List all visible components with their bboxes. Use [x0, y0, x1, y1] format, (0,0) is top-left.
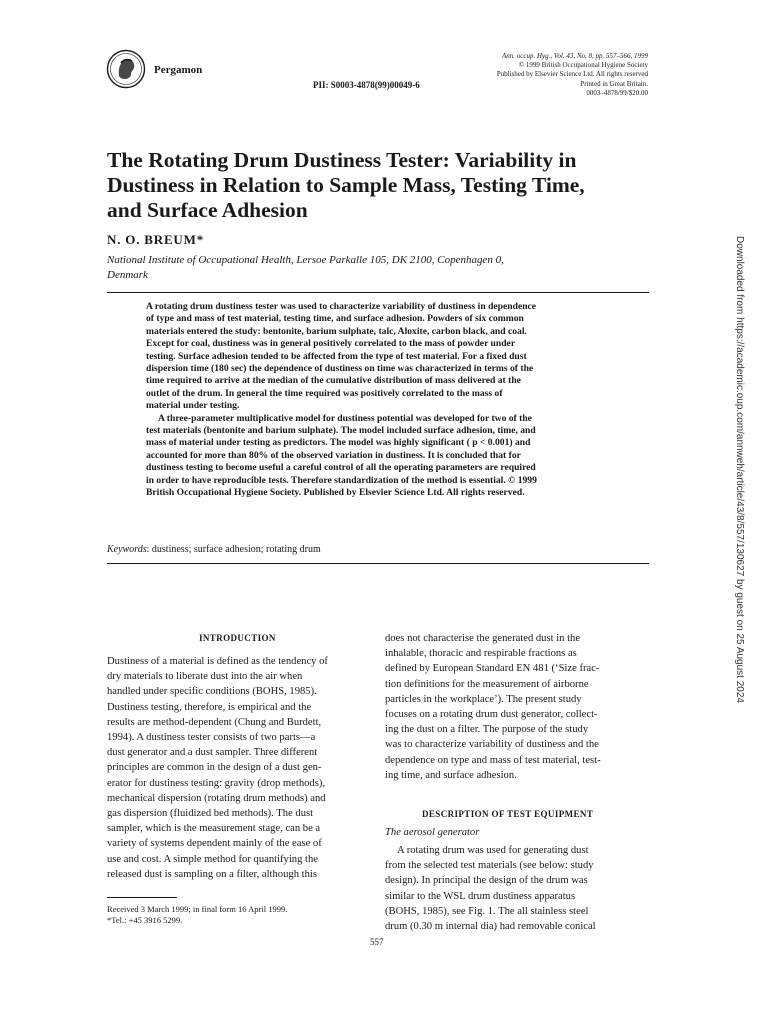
abstract-bottom-rule [107, 563, 649, 564]
title-line: The Rotating Drum Dustiness Tester: Variability in [107, 148, 577, 172]
introduction-heading: INTRODUCTION [199, 633, 276, 643]
aerosol-generator-text [385, 843, 596, 934]
abstract-line: test materials (bentonite and barium sulphate). The model included surface adhesion, time, and [146, 425, 536, 437]
footnote-rule [107, 897, 177, 898]
abstract-line: dispersion time (180 sec) the dependence of dustiness on time was characterized in terms of the [146, 363, 534, 375]
journal-citation [497, 52, 648, 98]
body-line: drum (0.30 m internal dia) had removable conical [385, 921, 596, 933]
body-line: does not characterise the generated dust in the [385, 633, 581, 644]
footnote-received: Received 3 March 1999; in final form 16 April 1999. [107, 904, 288, 914]
abstract-line: testing. Surface adhesion tended to be affected from the type of test material. For a fixed dust [146, 350, 527, 362]
body-line: ing time, and surface adhesion. [385, 769, 517, 781]
footnote-telephone: *Tel.: +45 3916 5299. [107, 915, 183, 925]
journal-line: Ann. occup. Hyg., Vol. 43, No. 8, pp. 557–566, 1999 [501, 52, 648, 60]
keywords [107, 544, 321, 555]
affiliation-line: Denmark [107, 269, 148, 281]
body-line: (BOHS, 1985), see Fig. 1. The all stainless steel [385, 905, 589, 917]
body-line: gas dispersion (fluidized bed methods). The dust [107, 808, 314, 820]
body-line: ing the dust on a filter. The purpose of the study [385, 724, 589, 736]
title-line: and Surface Adhesion [107, 198, 308, 222]
body-line: mechanical dispersion (rotating drum methods) and [107, 792, 326, 804]
body-line: sampler, which is the measurement stage, can be a [107, 823, 321, 835]
abstract-line: mass of material under testing as predictors. The model was highly significant ( p < 0.001) and [146, 437, 531, 449]
abstract [146, 301, 612, 500]
abstract-line: outlet of the drum. In general the time required was positively correlated to the mass of [146, 387, 503, 399]
abstract-line: A rotating drum dustiness tester was used to characterize variability of dustiness in dependence [146, 301, 537, 312]
journal-line: Published by Elsevier Science Ltd. All rights reserved [496, 70, 648, 79]
body-line: handled under specific conditions (BOHS, 1985). [107, 686, 317, 698]
body-line: design). In principal the design of the drum was [385, 875, 588, 887]
body-line: particles in the workplace’). The present study [385, 693, 582, 705]
abstract-line: Except for coal, dustiness was in general positively correlated to the mass of powder under [146, 338, 516, 350]
body-line: use and cost. A simple method for quantifying the [107, 853, 318, 865]
body-line: Dustiness of a material is defined as the tendency of [107, 656, 328, 667]
body-line: focuses on a rotating drum dust generator, collect- [385, 709, 598, 721]
pii-identifier: PII: S0003-4878(99)00049-6 [313, 80, 420, 90]
body-line: from the selected test materials (see below: study [385, 860, 594, 872]
abstract-line: of type and mass of test material, testing time, and surface adhesion. Powders of six common [146, 313, 524, 325]
keywords-list: : dustiness; surface adhesion; rotating drum [146, 544, 321, 555]
body-line: dry materials to liberate dust into the air when [107, 671, 303, 683]
body-line: erator for dustiness testing: gravity (drop methods), [107, 777, 326, 789]
abstract-line: materials entered the study: bentonite, barium sulphate, talc, Aloxite, carbon black, and coal. [146, 325, 527, 337]
abstract-line: dustiness testing to become useful a careful control of all the operating parameters are required [146, 462, 536, 474]
body-line: tion definitions for the measurement of airborne [385, 678, 589, 690]
abstract-line: A three-parameter multiplicative model for dustiness potential was developed for two of the [158, 412, 532, 424]
introduction-text [107, 654, 328, 882]
footnotes [107, 904, 287, 926]
body-line: defined by European Standard EN 481 (‘Size frac- [385, 663, 600, 675]
article-title [107, 148, 667, 223]
abstract-line: British Occupational Hygiene Society. Published by Elsevier Science Ltd. All rights reserved. [146, 487, 525, 499]
body-line: 1994). A dustiness tester consists of two parts—a [107, 732, 316, 744]
introduction-continued [385, 631, 601, 783]
page-number: 557 [370, 937, 384, 947]
body-line: released dust is sampling on a filter, although this [107, 868, 317, 880]
publisher-name: Pergamon [154, 64, 203, 76]
title-line: Dustiness in Relation to Sample Mass, Testing Time, [107, 173, 585, 197]
body-line: dependence on type and mass of test material, test- [385, 754, 601, 766]
abstract-line: accounted for more than 80% of the observed variation in dustiness. It is concluded that for [146, 449, 521, 461]
abstract-top-rule [107, 292, 649, 293]
body-line: variety of systems dependent mainly of the ease of [107, 838, 322, 850]
abstract-line: time required to arrive at the median of the cumulative distribution of mass delivered at the [146, 375, 521, 387]
body-line: inhalable, thoracic and respirable fractions as [385, 648, 577, 660]
affiliation-line: National Institute of Occupational Health, Lersoe Parkalle 105, DK 2100, Copenhagen 0, [107, 254, 504, 266]
journal-line: 0003–4878/99/$20.00 [586, 88, 648, 97]
journal-line: Printed in Great Britain. [580, 79, 648, 88]
publisher-logo [106, 49, 146, 89]
abstract-line: in order to have reproducible tests. Therefore standardization of the method is essential. © 1999 [146, 474, 537, 486]
body-line: was to characterize variability of dustiness and the [385, 739, 599, 751]
body-line: similar to the WSL drum dustiness apparatus [385, 890, 576, 902]
download-note-text: Downloaded from https://academic.oup.com/annweh/article/43/8/557/130627 by guest on 25 August 2024 [734, 236, 745, 703]
author-name: N. O. BREUM* [107, 232, 204, 247]
aerosol-generator-subheading: The aerosol generator [385, 827, 480, 838]
body-line: results are method-dependent (Chung and Burdett, [107, 716, 322, 728]
journal-line: © 1999 British Occupational Hygiene Society [518, 61, 648, 70]
body-line: A rotating drum was used for generating dust [397, 845, 589, 856]
body-line: principles are common in the design of a dust gen- [107, 762, 322, 774]
test-equipment-heading: DESCRIPTION OF TEST EQUIPMENT [422, 809, 594, 819]
abstract-line: material under testing. [146, 400, 240, 412]
keywords-label: Keywords [107, 544, 147, 555]
body-line: dust generator and a dust sampler. Three different [107, 747, 318, 759]
body-line: Dustiness testing, therefore, is empirical and the [107, 701, 312, 713]
author-affiliation [107, 253, 667, 283]
